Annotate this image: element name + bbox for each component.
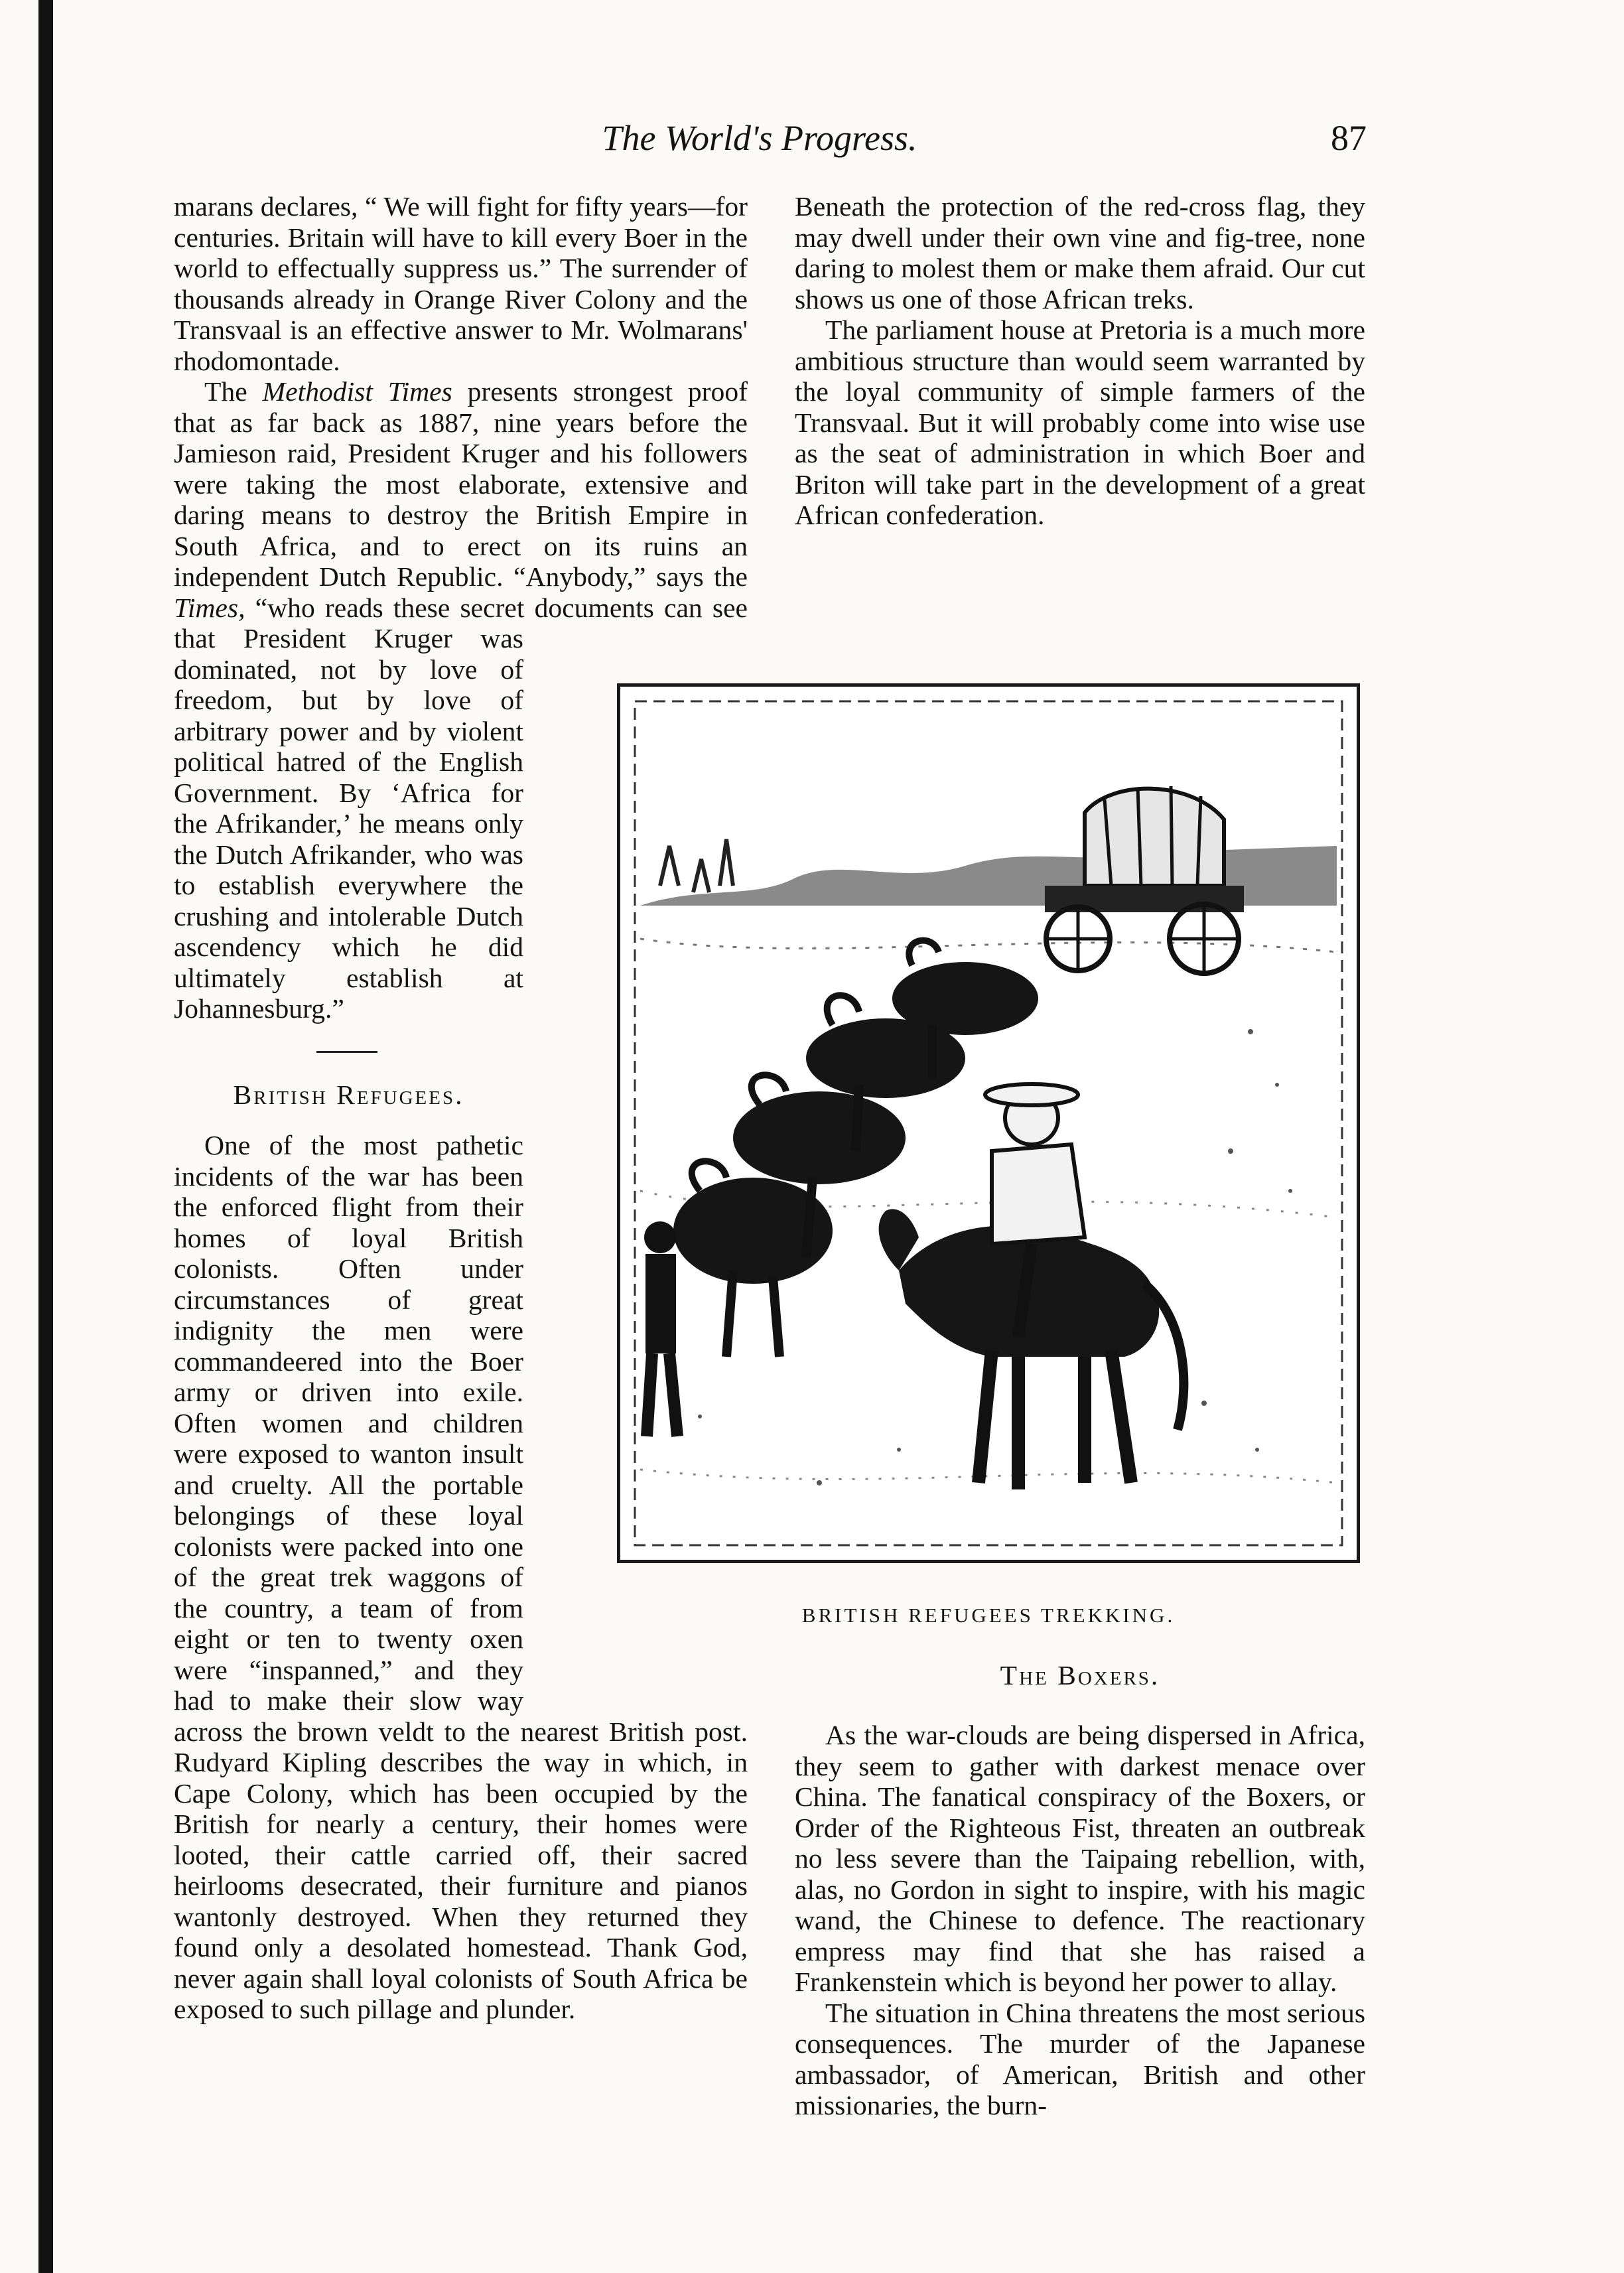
engraving-artwork: [620, 687, 1357, 1560]
scanned-page-edge: [38, 0, 53, 2273]
section-heading-british-refugees: British Refugees.: [233, 1079, 464, 1110]
right-paragraph-3: As the war-clouds are being dispersed in Africa, they seem to gather with darkest menace over China. The fanatical conspiracy of the Boxers, or Order of the Righteous Fist, threaten an outbreak no less severe than the Taipaing rebellion, with, alas, no Gordon in sight to inspire, with his magic wand, the Chinese to defence. The reactionary empress may find that she has raised a Frankenstein which is beyond her power to allay.: [795, 1720, 1365, 1997]
right-column-bottom: [795, 1720, 1365, 2121]
illustration-refugees-trekking: [617, 683, 1360, 1563]
left-paragraph-3: One of the most pathetic incidents of the war has been the enforced flight from their homes of loyal British colonists. Often under circumstances of great indignity the men were commandeered into the Boer army or driven into exile. Often women and children were exposed to wanton insult and cruelty. All the portable belongings of these loyal colonists were packed into one of the great trek waggons of the country, a team of from eight or ten to twenty oxen were “inspanned,” and they had to make their slow way across the brown veldt to the nearest British post. Rudyard Kipling describes the way in which, in Cape Colony, which has been occupied by the British for nearly a century, their homes were looted, their cattle carried off, their sacred heirlooms desecrated, their furniture and pianos wantonly destroyed. When they returned they found only a desolated homestead. Thank God, never again shall loyal colonists of South Africa be exposed to such pillage and plunder.: [174, 1130, 748, 2024]
section-heading-boxers: The Boxers.: [1000, 1660, 1160, 1690]
right-column-top: [795, 191, 1365, 531]
publication-title: Methodist Times: [262, 376, 452, 407]
figure-caption: BRITISH REFUGEES TREKKING.: [801, 1604, 1176, 1627]
left-paragraph-2: The Methodist Times presents strongest proof that as far back as 1887, nine years before the Jamieson raid, President Kruger and his followers were taking the most elaborate, extensive and daring means to destroy the British Empire in South Africa, and to erect on its ruins an independent Dutch Republic. “Anybody,” says the Times, “who reads these secret documents can see that President Kruger was dominated, not by love of freedom, but by love of arbitrary power and by violent political hatred of the English Government. By ‘Africa for the Afrikander,’ he means only the Dutch Afrikander, who was to establish everywhere the crushing and intolerable Dutch ascendency which he did ultimately establish at Johannesburg.”: [174, 376, 748, 1024]
right-paragraph-1: Beneath the protection of the red-cross flag, they may dwell under their own vine and fig-tree, none daring to molest them or make them afraid. Our cut shows us one of those African treks.: [795, 191, 1365, 314]
right-paragraph-4: The situation in China threatens the most serious consequences. The murder of the Japanese ambassador, of American, British and other missionaries, the burn-: [795, 1997, 1365, 2120]
right-paragraph-2: The parliament house at Pretoria is a much more ambitious structure than would seem warranted by the loyal community of simple farmers of the Transvaal. But it will probably come into wise use as the seat of administration in which Boer and Briton will take part in the development of a great African confederation.: [795, 314, 1365, 530]
publication-title-short: Times,: [174, 592, 245, 623]
page-number: 87: [1331, 118, 1367, 158]
running-title: The World's Progress.: [602, 118, 917, 158]
left-paragraph-1: marans declares, “ We will fight for fifty years—for centuries. Britain will have to kill every Boer in the world to effectually suppress us.” The surrender of thousands already in Orange River Colony and the Transvaal is an effective answer to Mr. Wolmarans' rhodomontade.: [174, 191, 748, 376]
running-head: [153, 111, 1367, 165]
